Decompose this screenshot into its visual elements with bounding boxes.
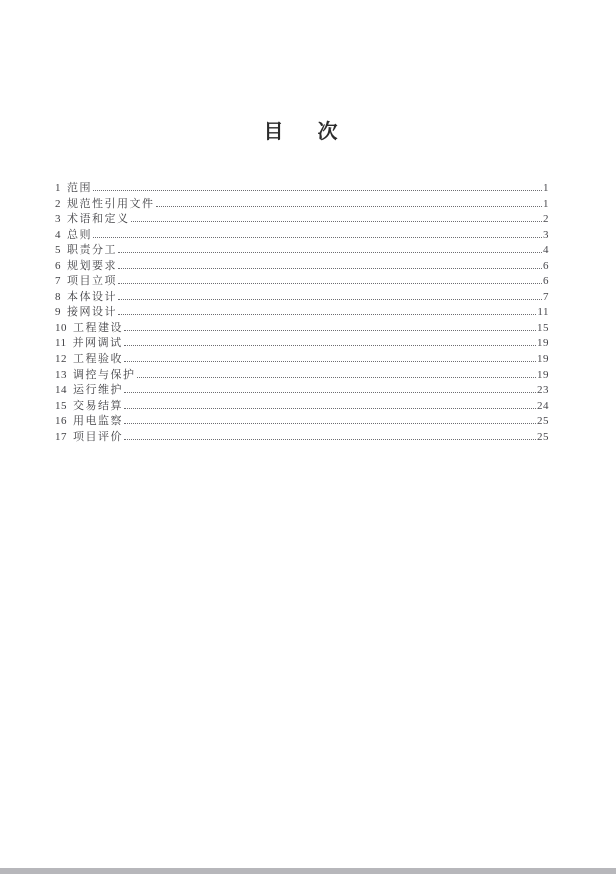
- toc-entry: [55, 368, 549, 384]
- toc-entry: [55, 430, 549, 446]
- toc-entry-number: 3: [55, 213, 61, 226]
- toc-entry-page: 15: [537, 321, 549, 334]
- toc-entry-page: 1: [543, 197, 549, 210]
- toc-entry-page: 7: [543, 290, 549, 303]
- toc-entry-number: 13: [55, 368, 67, 381]
- dot-leader: [124, 408, 536, 409]
- dot-leader: [124, 345, 536, 346]
- toc-entry: [55, 352, 549, 368]
- toc-entry-page: 11: [537, 306, 549, 319]
- dot-leader: [131, 221, 543, 222]
- toc-entry: [55, 383, 549, 399]
- toc-entry-number: 7: [55, 275, 61, 288]
- toc-entry: [55, 414, 549, 430]
- toc-entry-number: 5: [55, 244, 61, 257]
- toc-entry: [55, 336, 549, 352]
- dot-leader: [93, 190, 542, 191]
- dot-leader: [118, 268, 542, 269]
- dot-leader: [124, 439, 536, 440]
- toc-entry-title: 工程建设: [73, 321, 123, 334]
- toc-entry-number: 11: [55, 337, 67, 350]
- dot-leader: [118, 283, 542, 284]
- toc-entry-number: 4: [55, 228, 61, 241]
- toc-entry-number: 10: [55, 321, 67, 334]
- dot-leader: [118, 252, 542, 253]
- toc-entry-title: 运行维护: [73, 384, 123, 397]
- toc-entry-number: 6: [55, 259, 61, 272]
- toc-entry-number: 2: [55, 197, 61, 210]
- toc-entry-title: 调控与保护: [73, 368, 136, 381]
- toc-entry-number: 15: [55, 399, 67, 412]
- dot-leader: [118, 314, 536, 315]
- toc-entry: [55, 243, 549, 259]
- toc-entry-number: 12: [55, 353, 67, 366]
- toc-entry: [55, 399, 549, 415]
- toc-entry-title: 接网设计: [67, 306, 117, 319]
- toc-entry-page: 19: [537, 353, 549, 366]
- toc-entry-number: 8: [55, 290, 61, 303]
- dot-leader: [124, 423, 536, 424]
- toc-entry-title: 项目评价: [73, 430, 123, 443]
- toc-entry-title: 总则: [67, 228, 92, 241]
- toc-entry: [55, 197, 549, 213]
- toc-entry-page: 6: [543, 275, 549, 288]
- toc-entry-page: 25: [537, 430, 549, 443]
- toc-entry-number: 16: [55, 415, 67, 428]
- toc-entry-title: 本体设计: [67, 290, 117, 303]
- toc-entry-title: 职责分工: [67, 244, 117, 257]
- toc-entry-page: 24: [537, 399, 549, 412]
- dot-leader: [137, 377, 537, 378]
- toc-entry-page: 19: [537, 337, 549, 350]
- toc-list: [55, 181, 549, 445]
- toc-entry-number: 1: [55, 182, 61, 194]
- toc-entry-page: 19: [537, 368, 549, 381]
- toc-entry-title: 术语和定义: [67, 213, 130, 226]
- toc-entry-title: 规划要求: [67, 259, 117, 272]
- toc-entry-page: 3: [543, 228, 549, 241]
- dot-leader: [156, 206, 543, 207]
- toc-entry-title: 范围: [67, 182, 92, 194]
- dot-leader: [124, 361, 536, 362]
- dot-leader: [118, 299, 542, 300]
- dot-leader: [124, 392, 536, 393]
- toc-entry: [55, 228, 549, 244]
- dot-leader: [124, 330, 536, 331]
- toc-entry-page: 2: [543, 213, 549, 226]
- toc-entry-page: 4: [543, 244, 549, 257]
- toc-entry-number: 14: [55, 384, 67, 397]
- toc-entry-title: 项目立项: [67, 275, 117, 288]
- toc-entry: [55, 212, 549, 228]
- toc-entry: [55, 305, 549, 321]
- toc-entry-page: 1: [543, 182, 549, 194]
- toc-entry-number: 17: [55, 430, 67, 443]
- dot-leader: [93, 237, 542, 238]
- scan-edge-shadow: [0, 868, 616, 874]
- page-title: 目 次: [263, 121, 339, 143]
- toc-entry: [55, 181, 549, 197]
- toc-entry-page: 23: [537, 384, 549, 397]
- toc-entry-title: 规范性引用文件: [67, 197, 155, 210]
- toc-entry-title: 工程验收: [73, 353, 123, 366]
- toc-entry: [55, 290, 549, 306]
- toc-entry-title: 交易结算: [73, 399, 123, 412]
- toc-entry-title: 用电监察: [73, 415, 123, 428]
- toc-entry: [55, 274, 549, 290]
- toc-entry: [55, 259, 549, 275]
- toc-entry-title: 并网调试: [72, 337, 123, 350]
- toc-entry: [55, 321, 549, 337]
- toc-entry-number: 9: [55, 306, 61, 319]
- toc-entry-page: 25: [537, 415, 549, 428]
- toc-entry-page: 6: [543, 259, 549, 272]
